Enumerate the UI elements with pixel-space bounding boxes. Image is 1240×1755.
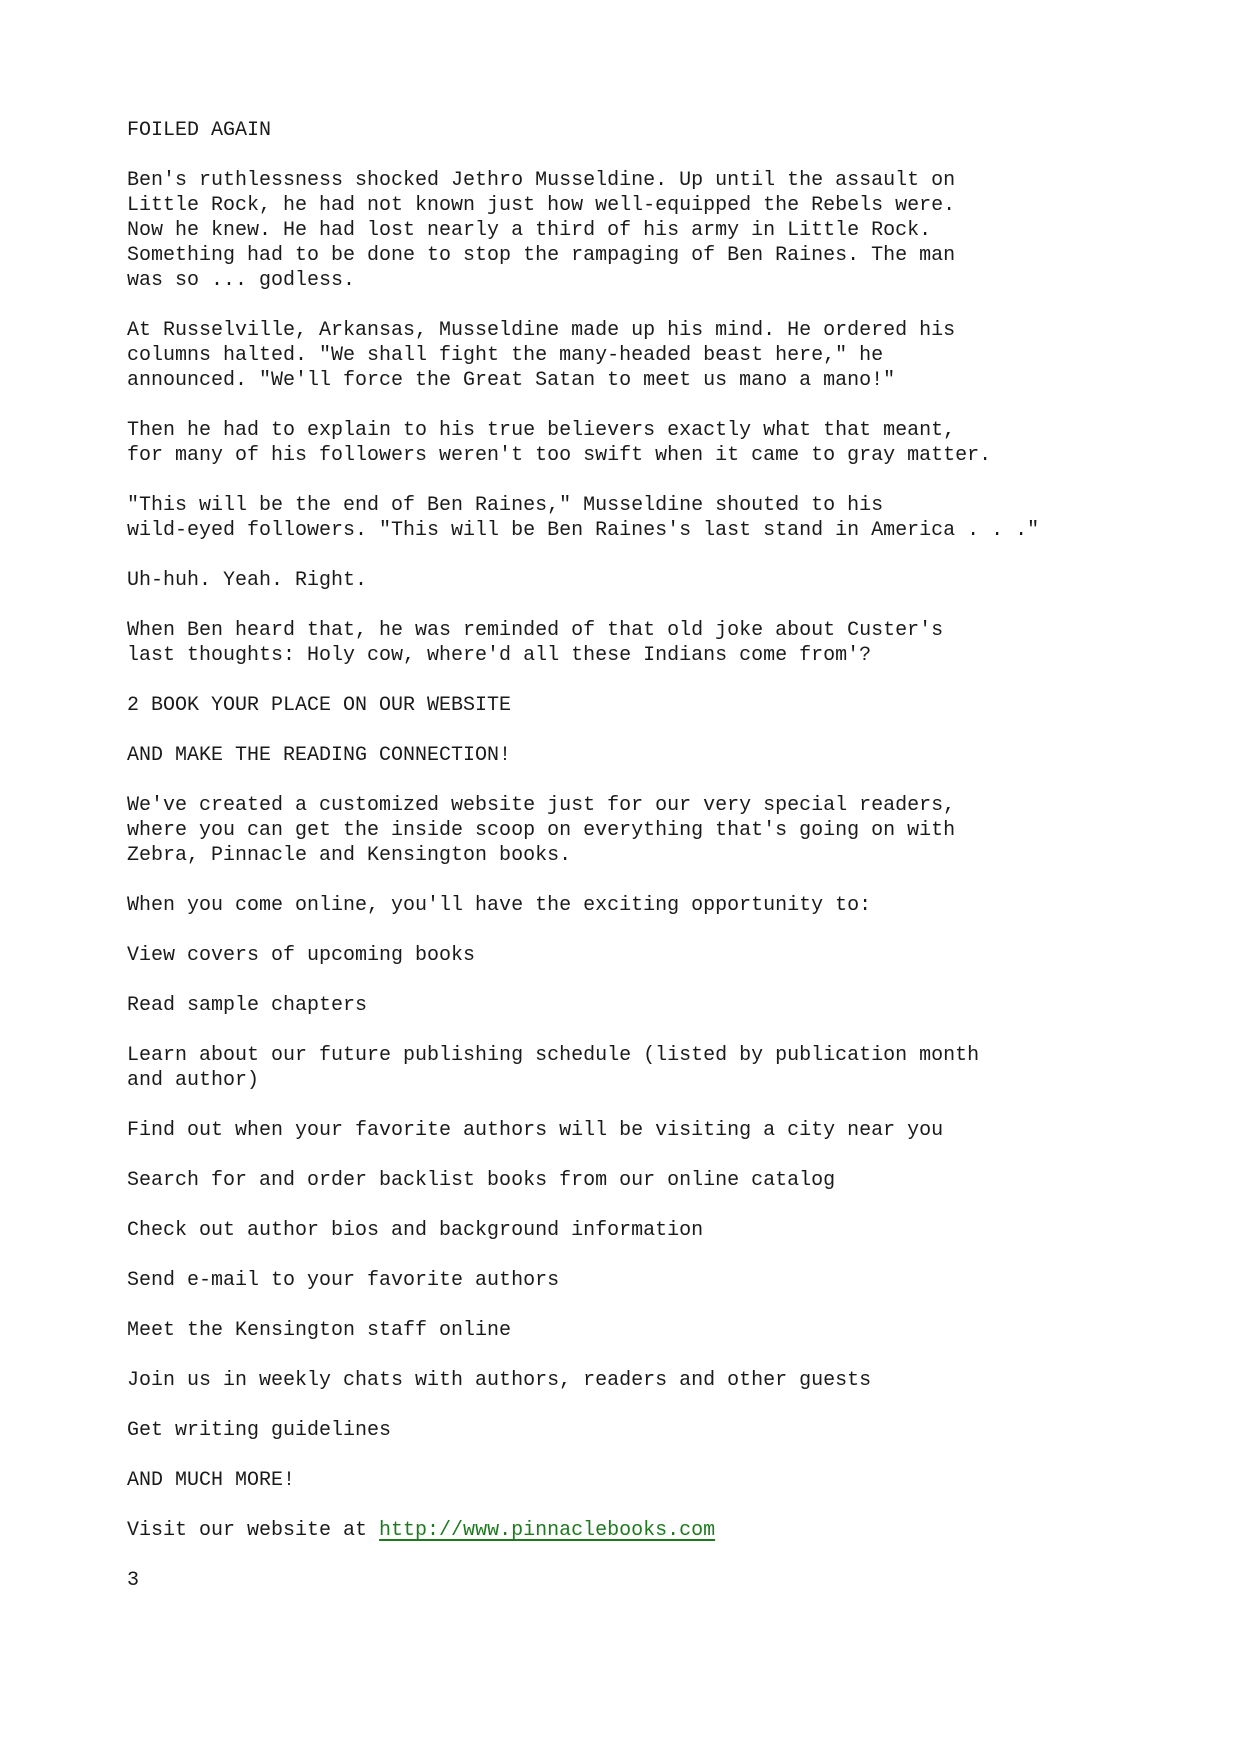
paragraph-ruthlessness — [127, 168, 1227, 293]
paragraph-last-stand — [127, 493, 1227, 543]
feature-item — [127, 1043, 1227, 1093]
text-line: Little Rock, he had not known just how well-equipped the Rebels were. — [127, 194, 956, 217]
website-link[interactable]: http://www.pinnaclebooks.com — [379, 1519, 716, 1542]
text-line: When Ben heard that, he was reminded of that old joke about Custer's — [127, 619, 944, 642]
feature-item: View covers of upcoming books — [127, 944, 476, 967]
document-page — [127, 118, 1227, 1593]
text-line: announced. "We'll force the Great Satan to meet us mano a mano!" — [127, 369, 896, 392]
paragraph-custer — [127, 618, 1227, 668]
feature-item: Send e-mail to your favorite authors — [127, 1269, 560, 1292]
visit-line — [127, 1518, 1227, 1543]
visit-prefix: Visit our website at — [127, 1519, 380, 1542]
feature-item: Find out when your favorite authors will be visiting a city near you — [127, 1119, 944, 1142]
paragraph-russelville — [127, 318, 1227, 393]
promo-heading: 2 BOOK YOUR PLACE ON OUR WEBSITE — [127, 694, 512, 717]
feature-item: Check out author bios and background information — [127, 1219, 704, 1242]
feature-item: Get writing guidelines — [127, 1419, 392, 1442]
text-line: Now he knew. He had lost nearly a third of his army in Little Rock. — [127, 219, 932, 242]
text-line: Learn about our future publishing schedule (listed by publication month — [127, 1044, 980, 1067]
text-line: Something had to be done to stop the rampaging of Ben Raines. The man — [127, 244, 956, 267]
feature-list — [127, 943, 1227, 1443]
text-line: last thoughts: Holy cow, where'd all these Indians come from'? — [127, 644, 872, 667]
feature-item: Meet the Kensington staff online — [127, 1319, 512, 1342]
promo-intro — [127, 793, 1227, 868]
text-line: Zebra, Pinnacle and Kensington books. — [127, 844, 572, 867]
promo-subheading: AND MAKE THE READING CONNECTION! — [127, 744, 512, 767]
text-line: "This will be the end of Ben Raines," Musseldine shouted to his — [127, 494, 884, 517]
promo-lead: When you come online, you'll have the exciting opportunity to: — [127, 894, 872, 917]
text-line: We've created a customized website just for our very special readers, — [127, 794, 956, 817]
text-line: was so ... godless. — [127, 269, 356, 292]
text-line: for many of his followers weren't too swift when it came to gray matter. — [127, 444, 992, 467]
text-line: At Russelville, Arkansas, Musseldine made up his mind. He ordered his — [127, 319, 956, 342]
text-line: where you can get the inside scoop on everything that's going on with — [127, 819, 956, 842]
text-line: and author) — [127, 1069, 260, 1092]
paragraph-uh-huh: Uh-huh. Yeah. Right. — [127, 569, 368, 592]
feature-item: Read sample chapters — [127, 994, 368, 1017]
text-line: Then he had to explain to his true believers exactly what that meant, — [127, 419, 956, 442]
page-number: 3 — [127, 1569, 140, 1592]
text-line: wild-eyed followers. "This will be Ben Raines's last stand in America . . ." — [127, 519, 1040, 542]
text-line: Ben's ruthlessness shocked Jethro Musseldine. Up until the assault on — [127, 169, 956, 192]
paragraph-explain — [127, 418, 1227, 468]
text-line: columns halted. "We shall fight the many-headed beast here," he — [127, 344, 884, 367]
feature-item: Search for and order backlist books from our online catalog — [127, 1169, 836, 1192]
feature-item: Join us in weekly chats with authors, readers and other guests — [127, 1369, 872, 1392]
much-more: AND MUCH MORE! — [127, 1469, 296, 1492]
chapter-heading: FOILED AGAIN — [127, 119, 272, 142]
